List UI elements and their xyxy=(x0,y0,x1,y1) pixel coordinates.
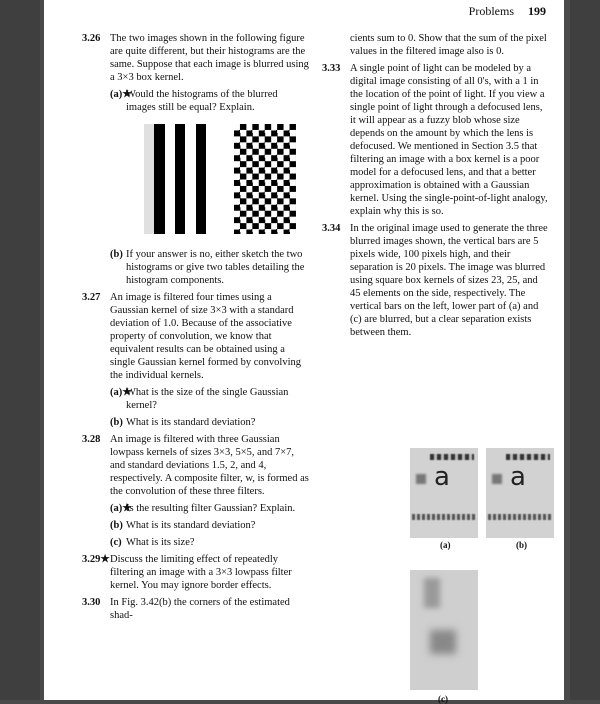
caption-c: (c) xyxy=(438,694,448,704)
sub-question xyxy=(82,416,310,429)
sub-label: (a)★ xyxy=(110,89,132,100)
viewer-right-margin xyxy=(570,0,600,700)
continued-text: cients sum to 0. Show that the sum of the pixel values in the filtered image also is 0. xyxy=(350,33,547,57)
problem-text: In Fig. 3.42(b) the corners of the estimated shad- xyxy=(110,597,290,621)
blurred-image-b xyxy=(486,448,554,538)
checkerboard-image xyxy=(234,124,296,234)
problem-text: A single point of light can be modeled by a digital image consisting of all 0's, with a 1 in the location of the point of light. If you view a single point of light through a defocused lens, it will appear as a fuzzy blob whose size depends on the amount by which the lens is defocused. We mentioned in Section 3.5 that filtering an image with a box kernel is a poor model for a defocused lens, and that a better approximation is obtained with a Gaussian kernel. Using the single-point-of-light analogy, explain why this is so. xyxy=(350,63,548,217)
sub-question xyxy=(82,519,310,532)
problem xyxy=(82,32,310,84)
image-letter-a: a xyxy=(434,462,450,492)
sub-question xyxy=(82,88,310,114)
problem-number: 3.29★ xyxy=(82,554,110,565)
right-column xyxy=(322,32,548,343)
document-page xyxy=(44,0,564,700)
page-number: 199 xyxy=(528,4,546,18)
problem-text: An image is filtered four times using a Gaussian kernel of size 3×3 with a standard deviation of 1.0. Because of the associative property of convolution, we know that equivalent results can be obtained using a single Gaussian kernel formed by convolving the individual kernels. xyxy=(110,292,301,381)
sub-text: What is its standard deviation? xyxy=(126,520,256,531)
caption-a: (a) xyxy=(440,540,451,550)
sub-question xyxy=(82,248,310,287)
problem xyxy=(82,553,310,592)
problem-number: 3.27 xyxy=(82,292,101,303)
sub-text: What is its size? xyxy=(126,537,195,548)
caption-b: (b) xyxy=(516,540,527,550)
sub-question xyxy=(82,386,310,412)
striped-image xyxy=(144,124,206,234)
sub-label: (c) xyxy=(110,537,122,548)
histogram-figure xyxy=(114,124,310,240)
problem-number: 3.34 xyxy=(322,223,341,234)
viewer-left-margin xyxy=(0,0,40,700)
sub-text: What is the size of the single Gaussian kernel? xyxy=(126,387,289,411)
sub-question xyxy=(82,502,310,515)
blurred-image-c xyxy=(410,570,478,690)
sub-text: If your answer is no, either sketch the two histograms or give two tables detailing the histogram components. xyxy=(126,249,305,286)
page-header xyxy=(455,4,546,19)
problem-number: 3.28 xyxy=(82,434,101,445)
sub-label: (a)★ xyxy=(110,387,132,398)
sub-text: Would the histograms of the blurred images still be equal? Explain. xyxy=(126,89,278,113)
problem-number: 3.26 xyxy=(82,33,101,44)
problem xyxy=(322,62,548,218)
problem xyxy=(322,222,548,339)
sub-label: (b) xyxy=(110,417,123,428)
section-title: Problems xyxy=(468,4,514,18)
sub-text: What is its standard deviation? xyxy=(126,417,256,428)
problem xyxy=(82,291,310,382)
problem-text: The two images shown in the following figure are quite different, but their histograms are the same. Suppose that each image is blurred using a 3×3 box kernel. xyxy=(110,33,309,83)
problem-number: 3.33 xyxy=(322,63,341,74)
problem-number: 3.30 xyxy=(82,597,101,608)
problem-text: An image is filtered with three Gaussian lowpass kernels of sizes 3×3, 5×5, and 7×7, and standard deviations 1.5, 2, and 4, respectively. A composite filter, w, is formed as the convolution of these three filters. xyxy=(110,434,309,497)
blurred-image-a xyxy=(410,448,478,538)
problem-text: Discuss the limiting effect of repeatedly filtering an image with a 3×3 lowpass filter kernel. You may ignore border effects. xyxy=(110,554,292,591)
problem xyxy=(82,596,310,622)
sub-text: Is the resulting filter Gaussian? Explain. xyxy=(126,503,296,514)
sub-label: (b) xyxy=(110,249,123,260)
left-column xyxy=(82,32,310,626)
sub-label: (b) xyxy=(110,520,123,531)
problem-text: In the original image used to generate the three blurred images shown, the vertical bars are 5 pixels wide, 100 pixels high, and their separation is 20 pixels. The image was blurred using square box kernels of sizes 23, 25, and 45 elements on the side, respectively. The vertical bars on the left, lower part of (a) and (c) are blurred, but a clear separation exists between them. xyxy=(350,223,548,338)
image-letter-b: a xyxy=(510,462,526,492)
sub-label: (a)★ xyxy=(110,503,132,514)
sub-question xyxy=(82,536,310,549)
problem xyxy=(82,433,310,498)
